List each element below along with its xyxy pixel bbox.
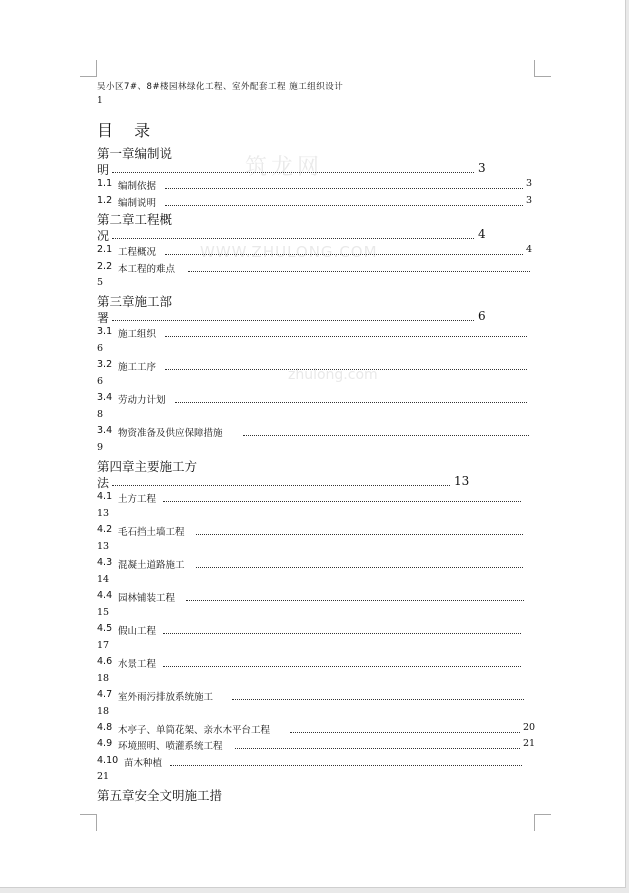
- crop-mark-bottom-right: [534, 814, 551, 831]
- section-page-number: 5: [97, 277, 104, 288]
- section-page-number: 6: [97, 343, 104, 354]
- section-number: 4.3: [97, 557, 113, 568]
- section-page-number: 21: [97, 771, 110, 782]
- section-page-number: 4: [526, 244, 533, 255]
- dot-leader: [232, 699, 524, 700]
- chapter-title-line2: 署: [97, 311, 110, 325]
- section-page-number: 18: [97, 706, 110, 717]
- running-header: 吴小区7#、8#楼园林绿化工程、室外配套工程 施工组织设计: [97, 82, 344, 92]
- section-number: 1.2: [97, 195, 113, 206]
- section-number: 3.2: [97, 359, 113, 370]
- section-number: 3.4: [97, 425, 113, 436]
- section-number: 4.10: [97, 755, 119, 766]
- section-number: 4.9: [97, 738, 113, 749]
- section-number: 4.7: [97, 689, 113, 700]
- section-label: 工程概况: [118, 247, 157, 258]
- watermark-logo: 筑龙网: [245, 155, 324, 180]
- dot-leader: [188, 271, 530, 272]
- section-number: 4.2: [97, 524, 113, 535]
- section-label: 劳动力计划: [118, 395, 166, 406]
- chapter-page-number: 3: [478, 161, 486, 175]
- dot-leader: [186, 600, 524, 601]
- section-page-number: 6: [97, 376, 104, 387]
- dot-leader: [163, 666, 521, 667]
- section-label: 园林铺装工程: [118, 593, 176, 604]
- chapter-title-line1: 第四章主要施工方: [97, 459, 198, 474]
- section-label: 编制依据: [118, 181, 157, 192]
- watermark-url: WWW.ZHULONG.COM: [200, 243, 378, 261]
- section-label: 室外雨污排放系统施工: [118, 692, 214, 703]
- chapter-title-line1: 第五章安全文明施工措: [97, 788, 223, 803]
- section-number: 4.8: [97, 722, 113, 733]
- dot-leader: [165, 205, 523, 206]
- dot-leader: [112, 172, 474, 173]
- section-page-number: 21: [523, 738, 536, 749]
- section-page-number: 13: [97, 508, 110, 519]
- section-number: 2.1: [97, 244, 113, 255]
- section-label: 混凝土道路施工: [118, 560, 185, 571]
- section-label: 本工程的难点: [118, 264, 176, 275]
- section-label: 毛石挡土墙工程: [118, 527, 185, 538]
- dot-leader: [163, 633, 521, 634]
- section-label: 土方工程: [118, 494, 157, 505]
- dot-leader: [196, 567, 523, 568]
- section-label: 施工工序: [118, 362, 157, 373]
- section-page-number: 14: [97, 574, 110, 585]
- section-page-number: 17: [97, 640, 110, 651]
- section-page-number: 8: [97, 409, 104, 420]
- dot-leader: [165, 336, 527, 337]
- section-label: 施工组织: [118, 329, 157, 340]
- section-label: 假山工程: [118, 626, 157, 637]
- section-page-number: 3: [526, 195, 533, 206]
- dot-leader: [112, 485, 450, 486]
- chapter-title-line1: 第一章编制说: [97, 146, 173, 161]
- section-number: 3.4: [97, 392, 113, 403]
- dot-leader: [290, 732, 520, 733]
- crop-mark-top-right: [534, 60, 551, 77]
- chapter-title-line2: 法: [97, 476, 110, 490]
- section-label: 编制说明: [118, 198, 157, 209]
- section-page-number: 18: [97, 673, 110, 684]
- dot-leader: [175, 402, 527, 403]
- section-number: 1.1: [97, 178, 113, 189]
- section-number: 4.4: [97, 590, 113, 601]
- section-label: 物资准备及供应保障措施: [118, 428, 223, 439]
- dot-leader: [163, 501, 521, 502]
- header-page-fragment: 1: [97, 96, 103, 106]
- section-label: 苗木种植: [124, 758, 163, 769]
- chapter-page-number: 13: [454, 474, 470, 488]
- section-page-number: 9: [97, 442, 104, 453]
- chapter-page-number: 6: [478, 309, 486, 323]
- chapter-title-line1: 第二章工程概: [97, 212, 173, 227]
- chapter-title-line2: 况: [97, 229, 110, 243]
- dot-leader: [112, 238, 474, 239]
- chapter-page-number: 4: [478, 227, 486, 241]
- dot-leader: [196, 534, 523, 535]
- dot-leader: [235, 748, 520, 749]
- watermark-domain: zhulong.com: [288, 367, 378, 383]
- chapter-title-line2: 明: [97, 163, 110, 177]
- crop-mark-top-left: [80, 60, 97, 77]
- dot-leader: [165, 369, 527, 370]
- section-label: 环境照明、喷灌系统工程: [118, 741, 223, 752]
- chapter-title-line1: 第三章施工部: [97, 294, 173, 309]
- section-number: 3.1: [97, 326, 113, 337]
- section-page-number: 13: [97, 541, 110, 552]
- crop-mark-bottom-left: [80, 814, 97, 831]
- section-label: 木亭子、单筒花架、亲水木平台工程: [118, 725, 271, 736]
- section-page-number: 20: [523, 722, 536, 733]
- section-page-number: 15: [97, 607, 110, 618]
- dot-leader: [165, 254, 523, 255]
- dot-leader: [165, 188, 523, 189]
- section-number: 4.1: [97, 491, 113, 502]
- section-number: 4.6: [97, 656, 113, 667]
- dot-leader: [112, 320, 474, 321]
- dot-leader: [243, 435, 529, 436]
- toc-title: 目 录: [97, 121, 159, 140]
- section-page-number: 3: [526, 178, 533, 189]
- dot-leader: [170, 765, 522, 766]
- section-number: 2.2: [97, 261, 113, 272]
- section-number: 4.5: [97, 623, 113, 634]
- section-label: 水景工程: [118, 659, 157, 670]
